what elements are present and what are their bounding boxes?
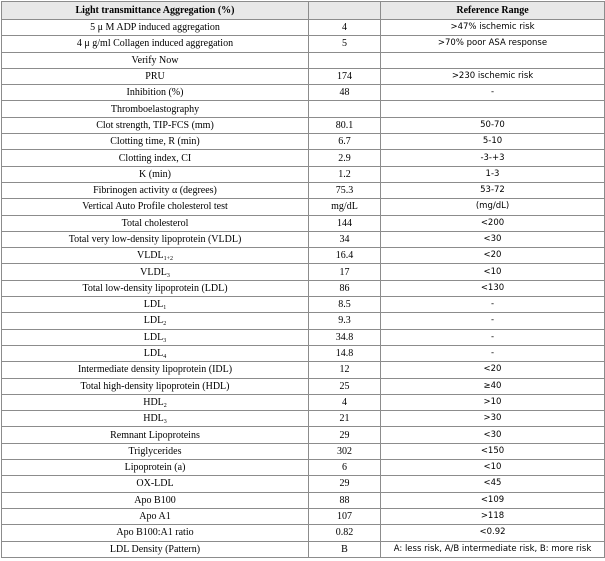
result-value: 2.9 (309, 150, 381, 166)
test-name: 4 μ g/ml Collagen induced aggregation (76, 38, 234, 50)
reference-range: <30 (381, 231, 605, 247)
test-name-cell (2, 280, 309, 296)
reference-range: >10 (381, 394, 605, 410)
reference-range: -3-+3 (381, 150, 605, 166)
result-value: 5 (309, 36, 381, 52)
result-value: 25 (309, 378, 381, 394)
table-row (2, 313, 605, 329)
test-name: Clotting index, CI (118, 152, 192, 164)
reference-range: <130 (381, 280, 605, 296)
table-row (2, 492, 605, 508)
reference-range: - (381, 297, 605, 313)
reference-range: <45 (381, 476, 605, 492)
test-name-cell (2, 460, 309, 476)
test-name-cell (2, 117, 309, 133)
table-row (2, 280, 605, 296)
reference-range: 50-70 (381, 117, 605, 133)
reference-range: 53-72 (381, 182, 605, 198)
header-value (309, 2, 381, 20)
test-name: LDL (143, 315, 164, 327)
reference-range: <200 (381, 215, 605, 231)
test-name-cell (2, 134, 309, 150)
table-row (2, 134, 605, 150)
test-name: Inhibition (%) (126, 87, 184, 99)
table-row (2, 166, 605, 182)
test-name: Total low-density lipoprotein (LDL) (82, 282, 228, 294)
reference-range: >230 ischemic risk (381, 68, 605, 84)
test-name-cell (2, 101, 309, 117)
test-name: VLDL (140, 266, 167, 278)
table-row (2, 525, 605, 541)
reference-range: >47% ischemic risk (381, 20, 605, 36)
table-row (2, 101, 605, 117)
test-name-subscript: 2 (163, 321, 167, 328)
test-name-cell (2, 182, 309, 198)
table-row (2, 199, 605, 215)
test-name-cell (2, 297, 309, 313)
test-name: Remnant Lipoproteins (110, 429, 200, 441)
test-name-subscript: 3 (163, 419, 167, 426)
reference-range: - (381, 329, 605, 345)
result-value: 14.8 (309, 345, 381, 361)
result-value: 107 (309, 508, 381, 524)
result-value: 4 (309, 394, 381, 410)
result-value: 80.1 (309, 117, 381, 133)
reference-range: <20 (381, 248, 605, 264)
test-name: K (min) (139, 168, 171, 180)
test-name: HDL (143, 396, 164, 408)
test-name-cell (2, 199, 309, 215)
reference-range: (mg/dL) (381, 199, 605, 215)
result-value: 34.8 (309, 329, 381, 345)
test-name: Lipoprotein (a) (124, 462, 186, 474)
table-row (2, 150, 605, 166)
reference-range: <150 (381, 443, 605, 459)
reference-range: >70% poor ASA response (381, 36, 605, 52)
test-name-cell (2, 52, 309, 68)
result-value: 16.4 (309, 248, 381, 264)
reference-range: <10 (381, 460, 605, 476)
result-value: 8.5 (309, 297, 381, 313)
test-name-cell (2, 427, 309, 443)
test-name-cell (2, 492, 309, 508)
test-name-subscript: 4 (163, 354, 167, 361)
table-row (2, 345, 605, 361)
test-name-cell (2, 525, 309, 541)
test-name-cell (2, 508, 309, 524)
reference-range: A: less risk, A/B intermediate risk, B: more risk (381, 541, 605, 557)
reference-range: <20 (381, 362, 605, 378)
test-name-subscript: 1+2 (163, 256, 174, 263)
table-row (2, 36, 605, 52)
test-name: Vertical Auto Profile cholesterol test (82, 201, 228, 213)
lab-results-table (1, 1, 605, 558)
test-name: 5 μ M ADP induced aggregation (90, 22, 220, 34)
table-row (2, 427, 605, 443)
test-name-subscript: 3 (166, 272, 170, 279)
result-value: 29 (309, 476, 381, 492)
header-test-name: Light transmittance Aggregation (%) (2, 2, 309, 20)
reference-range: 1-3 (381, 166, 605, 182)
reference-range: - (381, 345, 605, 361)
test-name-cell (2, 150, 309, 166)
test-name-cell (2, 362, 309, 378)
table-row (2, 117, 605, 133)
result-value: mg/dL (309, 199, 381, 215)
test-name-cell (2, 85, 309, 101)
reference-range: >118 (381, 508, 605, 524)
result-value: 17 (309, 264, 381, 280)
reference-range (381, 52, 605, 68)
table-row (2, 182, 605, 198)
test-name: LDL (143, 299, 164, 311)
test-name-cell (2, 378, 309, 394)
table-row (2, 378, 605, 394)
test-name-cell (2, 443, 309, 459)
result-value: 86 (309, 280, 381, 296)
test-name: Apo B100:A1 ratio (116, 527, 194, 539)
table-row (2, 443, 605, 459)
test-name-cell (2, 264, 309, 280)
reference-range: 5-10 (381, 134, 605, 150)
test-name: Clotting time, R (min) (110, 136, 200, 148)
test-name-cell (2, 541, 309, 557)
reference-range: <0.92 (381, 525, 605, 541)
result-value: 21 (309, 411, 381, 427)
test-name-cell (2, 20, 309, 36)
test-name-cell (2, 248, 309, 264)
result-value: B (309, 541, 381, 557)
test-name: Intermediate density lipoprotein (IDL) (77, 364, 233, 376)
reference-range: ≥40 (381, 378, 605, 394)
test-name: Total cholesterol (121, 217, 189, 229)
table-row (2, 460, 605, 476)
test-name-cell (2, 313, 309, 329)
test-name: LDL (143, 348, 164, 360)
result-value: 0.82 (309, 525, 381, 541)
test-name: Triglycerides (128, 445, 182, 457)
test-name: Total high-density lipoprotein (HDL) (80, 380, 230, 392)
test-name: PRU (145, 71, 165, 83)
test-name-cell (2, 36, 309, 52)
test-name: HDL (143, 413, 164, 425)
result-value (309, 52, 381, 68)
test-name: Apo A1 (139, 511, 171, 523)
table-row (2, 85, 605, 101)
result-value: 34 (309, 231, 381, 247)
reference-range: <10 (381, 264, 605, 280)
test-name-cell (2, 231, 309, 247)
test-name-cell (2, 411, 309, 427)
result-value: 88 (309, 492, 381, 508)
test-name-cell (2, 68, 309, 84)
reference-range: <30 (381, 427, 605, 443)
table-row (2, 411, 605, 427)
test-name-cell (2, 345, 309, 361)
test-name-cell (2, 166, 309, 182)
test-name-cell (2, 329, 309, 345)
result-value (309, 101, 381, 117)
result-value: 174 (309, 68, 381, 84)
result-value: 4 (309, 20, 381, 36)
table-row (2, 541, 605, 557)
test-name-subscript: 2 (163, 402, 167, 409)
reference-range: - (381, 313, 605, 329)
result-value: 6.7 (309, 134, 381, 150)
test-name: LDL (143, 331, 164, 343)
test-name: Thromboelastography (110, 103, 200, 115)
test-name: Fibrinogen activity α (degrees) (93, 185, 217, 197)
test-name: VLDL (136, 250, 164, 262)
reference-range (381, 101, 605, 117)
test-name-subscript: 1 (163, 305, 167, 312)
table-row (2, 20, 605, 36)
table-row (2, 476, 605, 492)
reference-range: - (381, 85, 605, 101)
table-row (2, 215, 605, 231)
table-row (2, 231, 605, 247)
test-name: OX-LDL (136, 478, 174, 490)
table-row (2, 264, 605, 280)
test-name-cell (2, 476, 309, 492)
table-row (2, 329, 605, 345)
test-name: Verify Now (131, 54, 179, 66)
test-name: Clot strength, TIP-FCS (mm) (96, 119, 214, 131)
result-value: 29 (309, 427, 381, 443)
table-row (2, 52, 605, 68)
test-name: LDL Density (Pattern) (109, 543, 201, 555)
test-name: Total very low-density lipoprotein (VLDL) (68, 234, 242, 245)
test-name-subscript: 3 (163, 337, 167, 344)
table-row (2, 297, 605, 313)
test-name-cell (2, 394, 309, 410)
result-value: 12 (309, 362, 381, 378)
table-row (2, 508, 605, 524)
table-row (2, 68, 605, 84)
table-row (2, 248, 605, 264)
result-value: 1.2 (309, 166, 381, 182)
result-value: 144 (309, 215, 381, 231)
header-reference-range: Reference Range (381, 2, 605, 20)
reference-range: >30 (381, 411, 605, 427)
table-row (2, 394, 605, 410)
result-value: 75.3 (309, 182, 381, 198)
reference-range: <109 (381, 492, 605, 508)
test-name: Apo B100 (134, 494, 176, 506)
test-name-cell (2, 215, 309, 231)
result-value: 48 (309, 85, 381, 101)
result-value: 302 (309, 443, 381, 459)
table-row (2, 362, 605, 378)
result-value: 9.3 (309, 313, 381, 329)
result-value: 6 (309, 460, 381, 476)
table-header-row (2, 2, 605, 20)
